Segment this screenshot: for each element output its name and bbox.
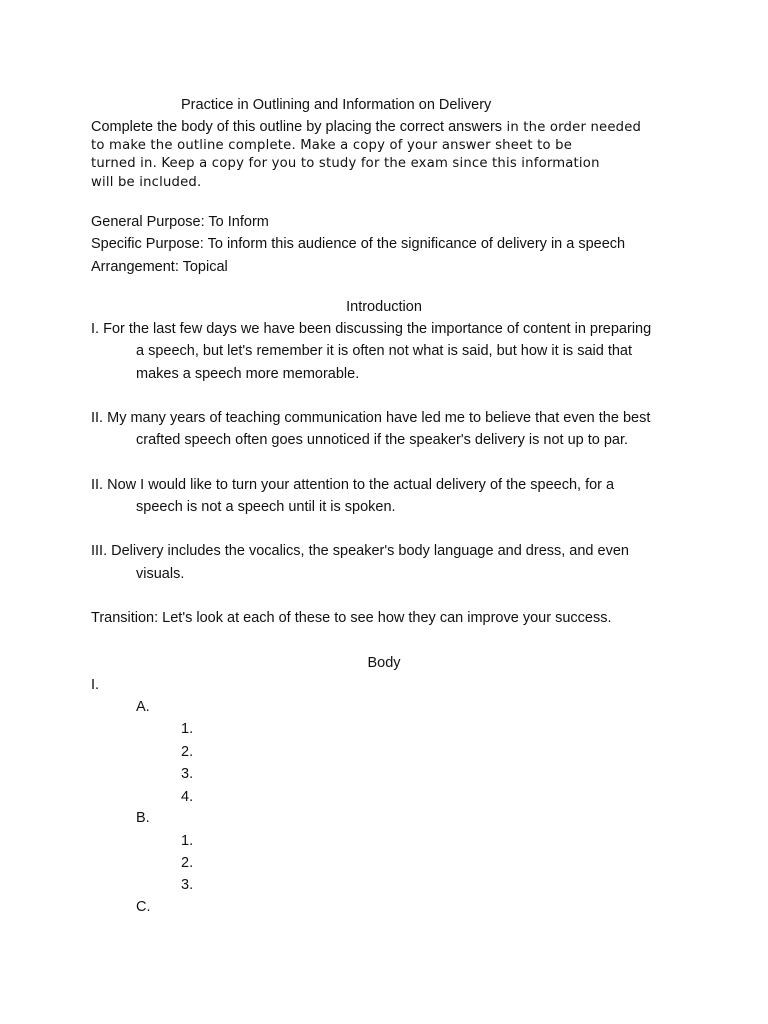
introduction-heading: Introduction — [346, 299, 422, 315]
intro-point-3-line-1: II. Now I would like to turn your attention to the actual delivery of the speech, for a — [91, 477, 615, 493]
list-item: 1. — [181, 833, 194, 849]
instructions-line-1 — [91, 118, 641, 137]
instructions-line-4: will be included. — [91, 175, 202, 190]
intro-point-4-line-2: visuals. — [136, 566, 185, 582]
list-item: 1. — [181, 721, 194, 737]
list-item: 3. — [181, 877, 194, 893]
general-purpose: General Purpose: To Inform — [91, 214, 269, 230]
instructions-line-2: to make the outline complete. Make a copy of your answer sheet to be — [91, 138, 573, 153]
specific-purpose: Specific Purpose: To inform this audience of the significance of delivery in a speech — [91, 236, 626, 252]
body-subpoint-c: C. — [136, 899, 151, 915]
instructions-line-1b: in the order needed — [502, 120, 642, 135]
instructions-line-3: turned in. Keep a copy for you to study for the exam since this information — [91, 156, 600, 171]
intro-point-2-line-1: II. My many years of teaching communication have led me to believe that even the best — [91, 410, 651, 426]
instructions-line-1a: Complete the body of this outline by placing the correct answers — [91, 119, 503, 135]
transition: Transition: Let's look at each of these to see how they can improve your success. — [91, 610, 612, 626]
list-item: 2. — [181, 855, 194, 871]
body-subpoint-b: B. — [136, 810, 150, 826]
body-subpoint-a: A. — [136, 699, 150, 715]
intro-point-4-line-1: III. Delivery includes the vocalics, the speaker's body language and dress, and even — [91, 543, 629, 559]
list-item: 4. — [181, 789, 194, 805]
intro-point-1-line-2: a speech, but let's remember it is often not what is said, but how it is said that — [136, 343, 633, 359]
body-heading: Body — [367, 655, 401, 671]
arrangement: Arrangement: Topical — [91, 259, 228, 275]
list-item: 2. — [181, 744, 194, 760]
document-title: Practice in Outlining and Information on Delivery — [181, 97, 492, 113]
intro-point-3-line-2: speech is not a speech until it is spoken. — [136, 499, 396, 515]
intro-point-1-line-1: I. For the last few days we have been discussing the importance of content in preparing — [91, 321, 652, 337]
list-item: 3. — [181, 766, 194, 782]
intro-point-1-line-3: makes a speech more memorable. — [136, 366, 360, 382]
body-point-i: I. — [91, 677, 100, 693]
intro-point-2-line-2: crafted speech often goes unnoticed if the speaker's delivery is not up to par. — [136, 432, 629, 448]
